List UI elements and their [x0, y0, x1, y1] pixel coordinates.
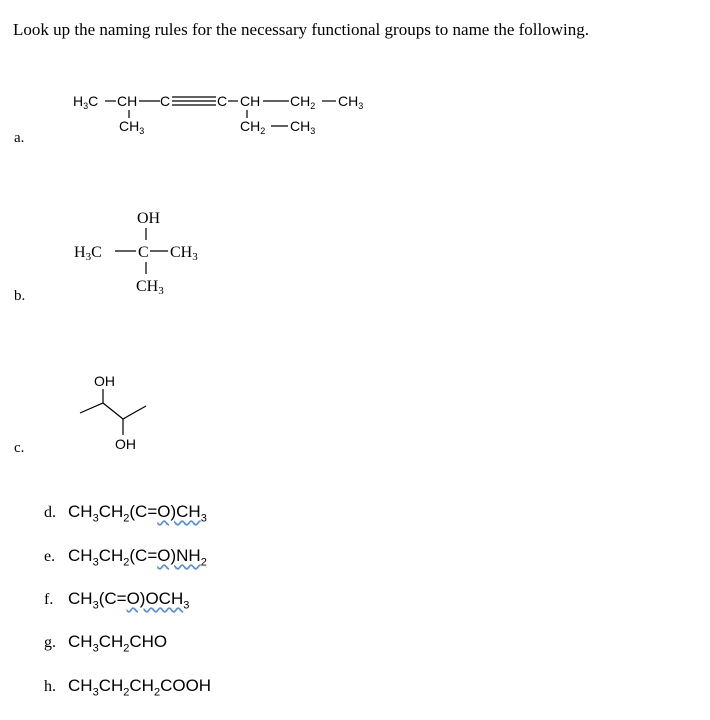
label-c: c. [14, 440, 25, 456]
structure-b [74, 210, 198, 297]
formula-d [44, 502, 207, 524]
formula-h [44, 676, 211, 698]
formula-f-text: $CH_3(C=O)OCH_3$ [68, 589, 190, 612]
a-h3c-atom: $H_3C$ [73, 93, 99, 111]
a-triple-c2: C [217, 93, 228, 109]
spellcheck-underline: $O)OCH_3$ [126, 589, 190, 612]
formula-g-text: $CH_3CH_2CHO$ [68, 632, 168, 655]
b-h3c: H3C [74, 244, 102, 263]
formula-g-letter: g. [44, 634, 56, 651]
a-branch-ch3: $CH_3$ [119, 118, 145, 136]
b-center-c: C [138, 244, 149, 261]
a-ch3-end: $CH_3$ [338, 93, 364, 111]
formula-e [44, 546, 207, 568]
a-triple-c1: C [160, 93, 171, 109]
formula-e-letter: e. [44, 548, 56, 565]
formula-g [44, 632, 167, 654]
formula-e-text: $CH_3CH_2(C=O)NH_2$ [68, 546, 207, 569]
a-ch-2: CH [240, 93, 261, 109]
a-ch-1: CH [117, 93, 138, 109]
label-b: b. [14, 288, 26, 304]
instruction-text: Look up the naming rules for the necessary functional groups to name the following. [13, 20, 589, 39]
a-branch-ch2: $CH_2$ [240, 118, 266, 136]
b-bottom-ch3: CH3 [136, 278, 164, 297]
formula-h-letter: h. [44, 678, 56, 695]
formula-f [44, 589, 189, 611]
c-oh-top: OH [94, 373, 115, 389]
formula-d-letter: d. [44, 504, 56, 521]
label-a: a. [14, 130, 25, 146]
spellcheck-underline: $O)NH_2$ [157, 546, 207, 569]
spellcheck-underline: $O)CH_3$ [157, 502, 207, 525]
a-ch2-group: $CH_2$ [290, 93, 316, 111]
structure-c [80, 373, 146, 452]
a-branch-ch3-2: $CH_3$ [290, 118, 316, 136]
formula-d-text: $CH_3CH_2(C=O)CH_3$ [68, 502, 207, 525]
formula-h-text: $CH_3CH_2CH_2COOH$ [68, 676, 212, 699]
b-right-ch3: CH3 [170, 244, 198, 263]
formula-f-letter: f. [44, 591, 54, 608]
b-oh: OH [137, 210, 161, 227]
c-oh-bottom: OH [115, 436, 136, 452]
structure-a [73, 93, 363, 136]
c-backbone [80, 403, 146, 419]
